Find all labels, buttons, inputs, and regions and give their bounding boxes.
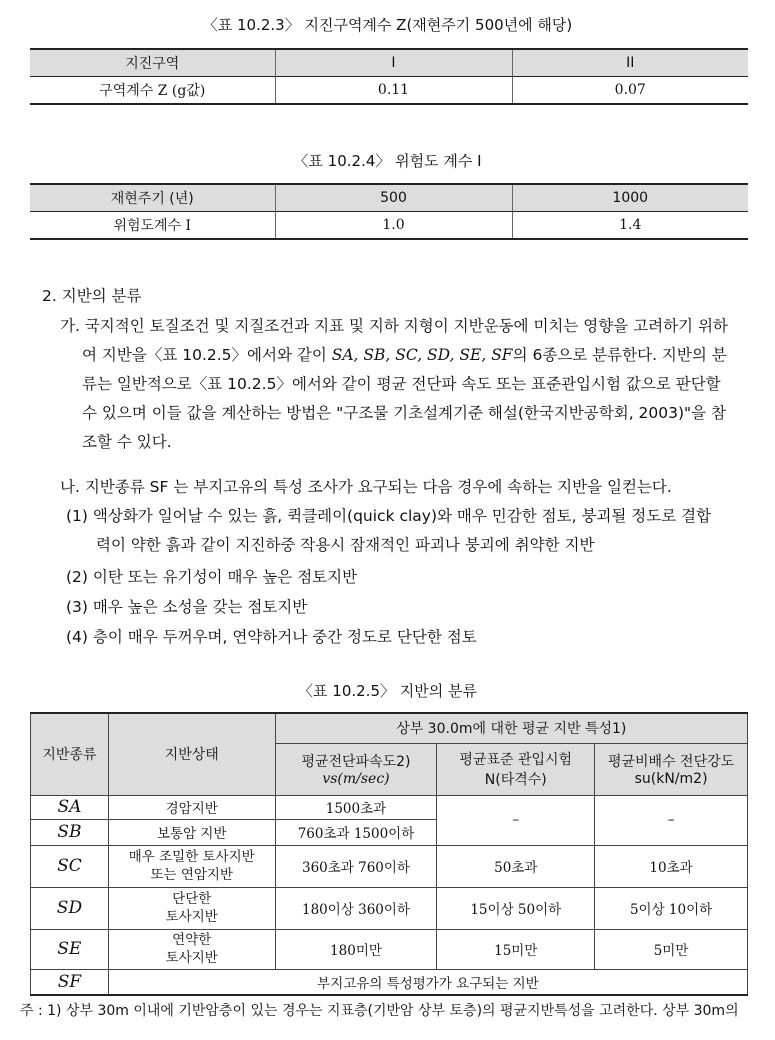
- risk-factor-table: [30, 183, 748, 240]
- header-site-state: 지반상태: [108, 713, 275, 795]
- table-cell: 0.11: [275, 77, 512, 105]
- paragraph-line: 가. 국지적인 토질조건 및 지질조건과 지표 및 지하 지형이 지반운동에 미치는 영향을 고려하기 위하: [60, 317, 728, 335]
- header-spt: [437, 743, 595, 795]
- paragraph-line: [82, 341, 727, 369]
- su-cell: 5이상 10이하: [595, 887, 748, 929]
- site-state-cell: 경암지반: [108, 795, 275, 819]
- site-state-cell: 매우 조밀한 토사지반 또는 연암지반: [108, 845, 275, 887]
- table-header-cell: I: [275, 49, 512, 77]
- table-cell: 구역계수 Z (g값): [30, 77, 275, 105]
- list-item-continuation: 력이 약한 흙과 같이 지진하중 작용시 잠재적인 파괴나 붕괴에 취약한 지반: [96, 536, 595, 554]
- vs-cell: 760초과 1500이하: [275, 819, 437, 845]
- site-class-symbols: SA, SB, SC, SD, SE, SF: [331, 346, 513, 364]
- header-line: N(타격수): [484, 772, 547, 788]
- n-cell: 50초과: [437, 845, 595, 887]
- list-item: (4) 층이 매우 두꺼우며, 연약하거나 중간 정도로 단단한 점토: [66, 628, 477, 646]
- section-heading: 2. 지반의 분류: [42, 287, 142, 305]
- header-line: su(kN/m2): [634, 771, 708, 787]
- vs-cell: 180이상 360이하: [275, 887, 437, 929]
- site-class-symbol: SF: [31, 969, 109, 995]
- n-cell: –: [437, 795, 595, 845]
- header-group: 상부 30.0m에 대한 평균 지반 특성1): [275, 713, 747, 743]
- header-shear-velocity: [275, 743, 437, 795]
- paragraph-line: 수 있으며 이들 값을 계산하는 방법은 "구조물 기초설계기준 해설(한국지반공학회, 2003)"을 참: [82, 404, 727, 422]
- su-cell: –: [595, 795, 748, 845]
- header-site-type: 지반종류: [31, 713, 109, 795]
- vs-cell: 180미만: [275, 929, 437, 969]
- su-cell: 5미만: [595, 929, 748, 969]
- paragraph-line: 조할 수 있다.: [82, 433, 172, 451]
- table-cell: 0.07: [512, 77, 748, 105]
- footnote: 주 : 1) 상부 30m 이내에 기반암층이 있는 경우는 지표층(기반암 상부 토층)의 평균지반특성을 고려한다. 상부 30m의: [20, 1003, 739, 1019]
- site-class-symbol: SA: [31, 795, 109, 819]
- table-header-cell: 지진구역: [30, 49, 275, 77]
- seismic-zone-table: [30, 48, 748, 105]
- list-item: (3) 매우 높은 소성을 갖는 점토지반: [66, 598, 308, 616]
- site-class-symbol: SC: [31, 845, 109, 887]
- vs-cell: 1500초과: [275, 795, 437, 819]
- site-class-table: [30, 712, 748, 996]
- table-cell: 1.4: [512, 212, 748, 240]
- n-cell: 15이상 50이하: [437, 887, 595, 929]
- header-line: 평균비배수 전단강도: [607, 754, 735, 770]
- header-line: 평균전단파속도2): [301, 754, 411, 770]
- table-header-cell: 1000: [512, 184, 748, 212]
- header-line: vs(m/sec): [322, 771, 390, 787]
- vs-cell: 360초과 760이하: [275, 845, 437, 887]
- site-state-cell: 보통암 지반: [108, 819, 275, 845]
- header-shear-strength: [595, 743, 748, 795]
- header-line: 평균표준 관입시험: [459, 752, 573, 768]
- site-state-cell: 부지고유의 특성평가가 요구되는 지반: [108, 969, 747, 995]
- table-header-cell: II: [512, 49, 748, 77]
- paragraph-line: 류는 일반적으로〈표 10.2.5〉에서와 같이 평균 전단파 속도 또는 표준관입시험 값으로 판단할: [82, 375, 721, 393]
- table-header-cell: 재현주기 (년): [30, 184, 275, 212]
- site-state-cell: 연약한 토사지반: [108, 929, 275, 969]
- site-class-symbol: SD: [31, 887, 109, 929]
- table-caption-seismic-zone: 〈표 10.2.3〉 지진구역계수 Z(재현주기 500년에 해당): [202, 16, 573, 34]
- paragraph-line: 나. 지반종류 SF 는 부지고유의 특성 조사가 요구되는 다음 경우에 속하는 지반을 일컫는다.: [60, 478, 672, 496]
- table-cell: 1.0: [275, 212, 512, 240]
- list-item: (2) 이탄 또는 유기성이 매우 높은 점토지반: [66, 568, 358, 586]
- table-cell: 위험도계수 I: [30, 212, 275, 240]
- table-header-cell: 500: [275, 184, 512, 212]
- table-caption-site-class: 〈표 10.2.5〉 지반의 분류: [298, 682, 477, 700]
- n-cell: 15미만: [437, 929, 595, 969]
- paragraph-text: 의 6종으로 분류한다. 지반의 분: [512, 346, 727, 364]
- list-item: (1) 액상화가 일어날 수 있는 흙, 퀵클레이(quick clay)와 매우 민감한 점토, 붕괴될 정도로 결합: [66, 507, 712, 525]
- table-caption-risk-factor: 〈표 10.2.4〉 위험도 계수 I: [293, 152, 482, 170]
- paragraph-text: 여 지반을〈표 10.2.5〉에서와 같이: [82, 346, 327, 364]
- su-cell: 10초과: [595, 845, 748, 887]
- site-state-cell: 단단한 토사지반: [108, 887, 275, 929]
- site-class-symbol: SE: [31, 929, 109, 969]
- site-class-symbol: SB: [31, 819, 109, 845]
